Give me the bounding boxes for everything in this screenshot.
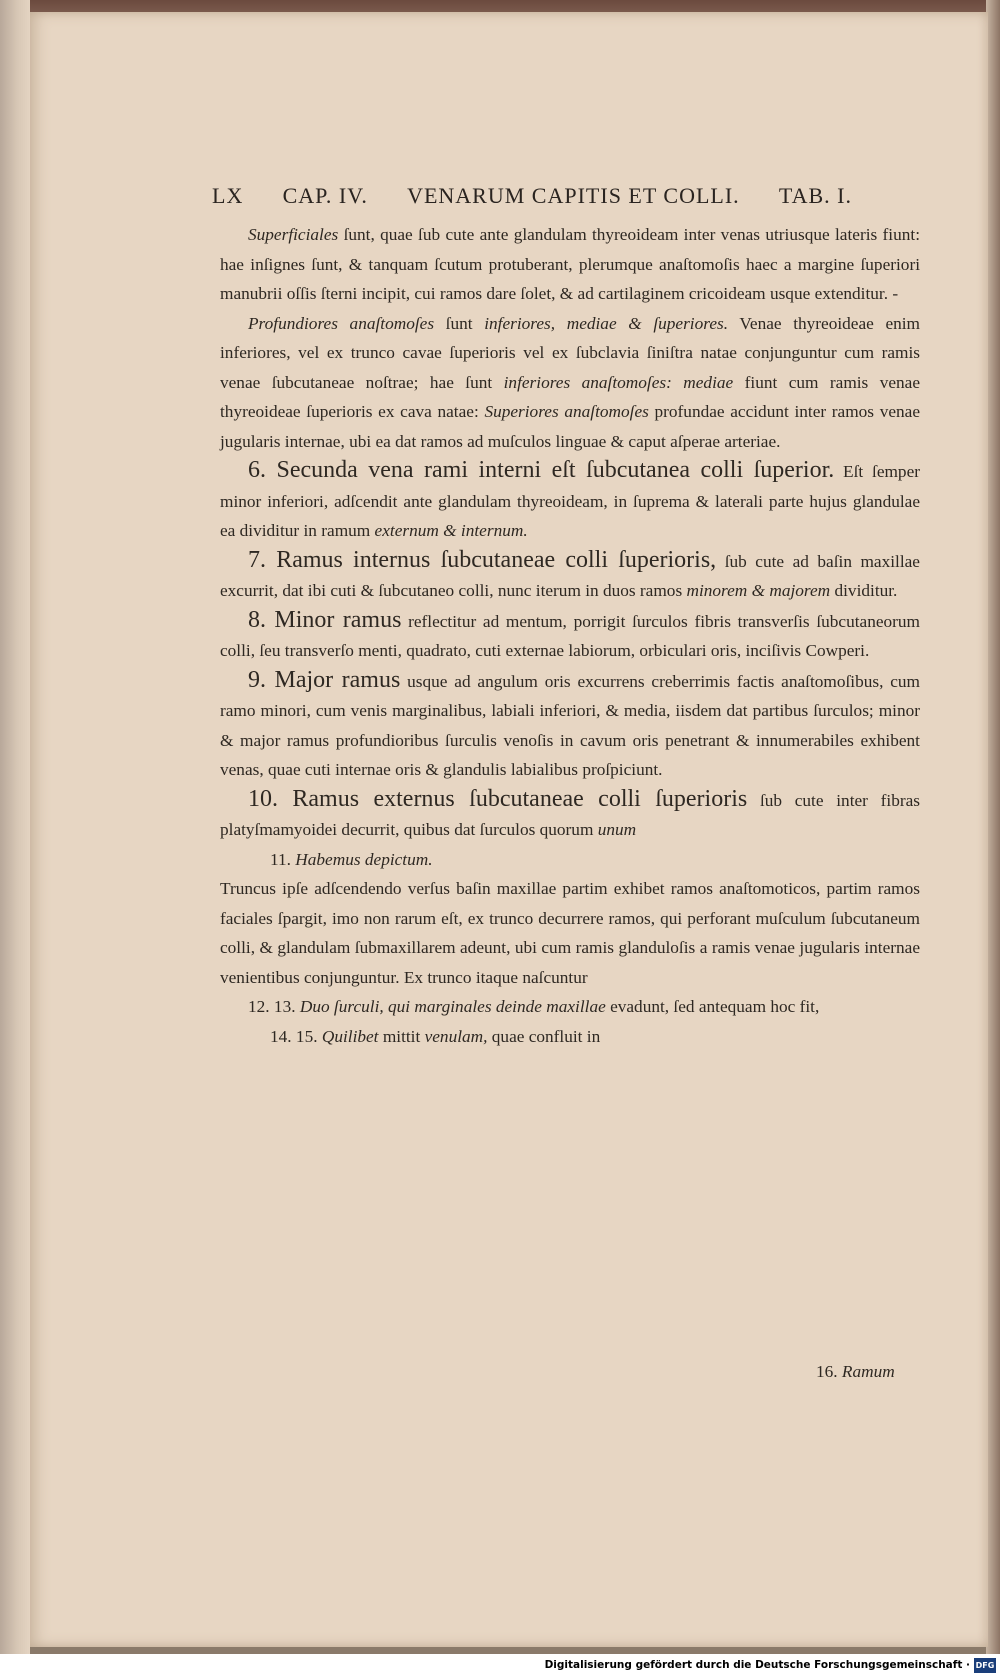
catchword: 16. Ramum bbox=[816, 1362, 895, 1381]
paragraph-item-7: 7. Ramus internus ſubcutaneae colli ſuperioris, ſub cute ad baſin maxillae excurrit, dat ibi cuti & ſubcutaneo colli, nunc iterum in duos ramos minorem & majorem dividitur. bbox=[220, 546, 920, 600]
paragraph-item-8: 8. Minor ramus reflectitur ad mentum, porrigit ſurculos fibris transverſis ſubcutaneorum colli, ſeu transverſo menti, quadrato, cuti externae labiorum, orbiculari oris, inciſivis Cowperi. bbox=[220, 606, 920, 660]
digitization-footer bbox=[0, 1654, 1000, 1678]
running-title: VENARUM CAPITIS ET COLLI. bbox=[407, 183, 740, 208]
footer-credit: Digitalisierung gefördert durch die Deutsche Forschungsgemeinschaft · bbox=[544, 1659, 970, 1671]
book-spine-edge bbox=[986, 0, 1000, 1660]
paragraph-item-6: 6. Secunda vena rami interni eſt ſubcutanea colli ſuperior. Eſt ſemper minor inferiori, adſcendit ante glandulam thyreoideam, in ſuprema & laterali parte hujus glandulae ea dividitur in ramum externum & internum. bbox=[220, 457, 920, 540]
paragraph-item-11: 11. Habemus depictum. bbox=[270, 849, 433, 869]
body-text bbox=[220, 220, 920, 1051]
chapter-label: CAP. IV. bbox=[282, 183, 368, 208]
page-stack-edge bbox=[0, 0, 30, 1678]
page-header bbox=[212, 183, 852, 209]
paragraph-item-10: 10. Ramus externus ſubcutaneae colli ſuperioris ſub cute inter fibras platyſmamyoidei decurrit, quibus dat ſurculos quorum unum bbox=[220, 785, 920, 839]
paragraph-truncus: Truncus ipſe adſcendendo verſus baſin maxillae partim exhibet ramos anaſtomoticos, partim ramos faciales ſpargit, imo non rarum eſt, ex trunco decurrere ramos, qui perforant muſculum ſubcutaneum colli, & glandulam ſubmaxillarem adeunt, ubi cum ramis glanduloſis a ramis venae jugularis internae venientibus conjunguntur. Ex trunco itaque naſcuntur bbox=[220, 879, 920, 987]
paragraph-profundiores: Profundiores anaſtomoſes ſunt inferiores, mediae & ſuperiores. Venae thyreoideae enim inferiores, vel ex trunco cavae ſuperioris vel ex ſubclavia ſiniſtra natae conjunguntur cum ramis venae ſubcutaneae noſtrae; hae ſunt inferiores anaſtomoſes: mediae fiunt cum ramis venae thyreoideae ſuperioris ex cava natae: Superiores anaſtomoſes profundae accidunt inter ramos venae jugularis internae, ubi ea dat ramos ad muſculos linguae & caput aſperae arteriae. bbox=[220, 313, 921, 451]
paragraph-superficiales: Superficiales ſunt, quae ſub cute ante glandulam thyreoideam inter venas utriusque lateris fiunt: hae inſignes ſunt, & tanquam ſcutum protuberant, plerumque anaſtomoſis haec a margine ſuperiori manubrii oſſis ſterni incipit, cui ramos dare ſolet, & ad cartilaginem cricoideam usque extenditur. - bbox=[220, 225, 920, 303]
page-number: LX bbox=[212, 183, 244, 208]
paragraph-item-9: 9. Major ramus usque ad angulum oris excurrens creberrimis factis anaſtomoſibus, cum ramo minori, cum venis marginalibus, labiali inferiori, & media, iisdem dat partibus ſurculos; minor & major ramus profundioribus ſurculis venoſis in cavum oris penetrant & innumerabiles exhibent venas, quae cuti internae oris & glandulis labialibus proſpiciunt. bbox=[220, 666, 920, 779]
table-label: TAB. I. bbox=[778, 183, 852, 208]
paragraph-item-12-13: 12. 13. Duo ſurculi, qui marginales deinde maxillae evadunt, ſed antequam hoc fit, bbox=[248, 997, 820, 1016]
dfg-logo-icon: DFG bbox=[974, 1658, 996, 1673]
paragraph-item-14-15: 14. 15. Quilibet mittit venulam, quae confluit in bbox=[270, 1026, 601, 1046]
